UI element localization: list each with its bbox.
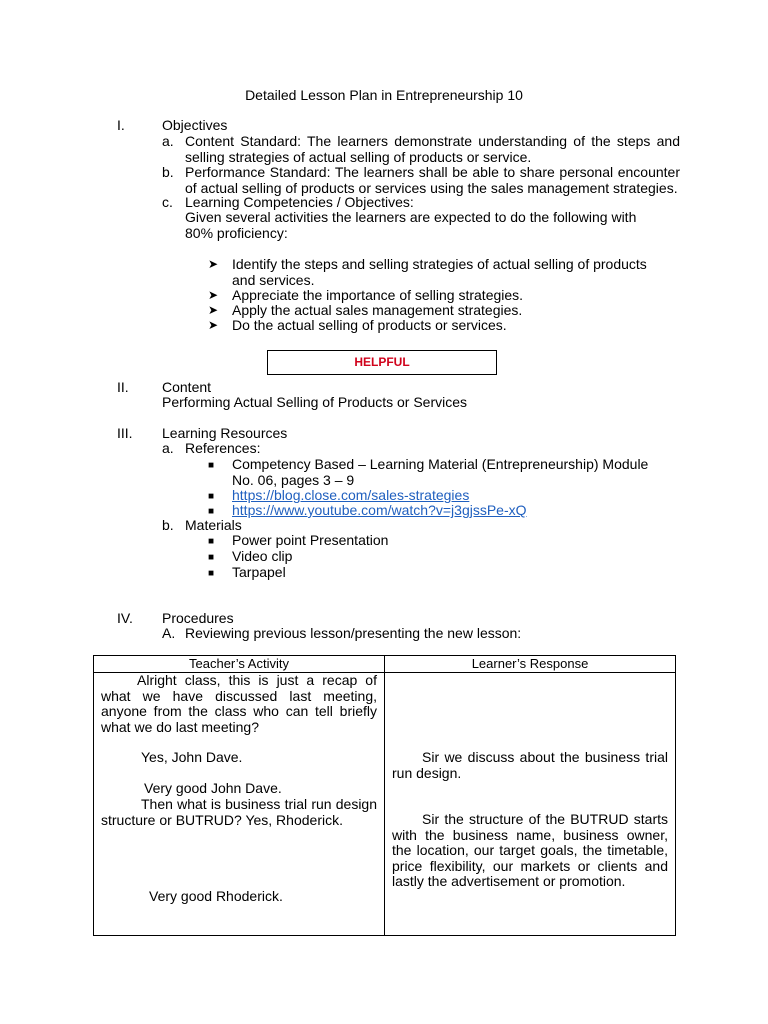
objective-c-text: Given several activities the learners are expected to do the following with 80% proficiency: (185, 209, 637, 241)
material-item: Tarpapel (232, 564, 286, 580)
section-numeral-objectives: I. (117, 117, 125, 133)
procedures-a-text: Reviewing previous lesson/presenting the new lesson: (185, 625, 522, 641)
square-bullet-icon: ■ (208, 536, 215, 547)
column-header-learner: Learner’s Response (385, 656, 676, 673)
square-bullet-icon: ■ (208, 491, 215, 502)
teacher-line: Very good John Dave. (144, 780, 282, 796)
material-item: Video clip (232, 548, 293, 564)
square-bullet-icon: ■ (208, 568, 215, 579)
objective-bullet: Appreciate the importance of selling strategies. (232, 287, 524, 303)
section-numeral-content: II. (117, 379, 129, 395)
objective-c-label: c. (162, 194, 173, 210)
objective-bullet: Do the actual selling of products or services. (232, 317, 507, 333)
material-item: Power point Presentation (232, 532, 389, 548)
section-numeral-resources: III. (117, 425, 133, 441)
objective-bullet: Apply the actual sales management strategies. (232, 302, 523, 318)
procedures-table (93, 655, 676, 936)
square-bullet-icon: ■ (208, 506, 215, 517)
teacher-line: Very good Rhoderick. (149, 888, 283, 904)
square-bullet-icon: ■ (208, 552, 215, 563)
objective-a-text: Content Standard: The learners demonstrate understanding of the steps and selling strategies of actual selling of products or service. (185, 133, 680, 165)
resources-b-text: Materials (185, 517, 242, 533)
arrow-bullet-icon: ➤ (208, 288, 219, 302)
objective-b-text: Performance Standard: The learners shall be able to share personal encounter of actual selling of products or services using the sales management strategies. (185, 164, 680, 196)
section-heading-resources: Learning Resources (162, 425, 288, 441)
document-title: Detailed Lesson Plan in Entrepreneurship 10 (245, 87, 523, 103)
teacher-line: Then what is business trial run design structure or BUTRUD? Yes, Rhoderick. (101, 796, 377, 828)
learner-response-cell (385, 673, 676, 936)
arrow-bullet-icon: ➤ (208, 318, 219, 332)
resources-b-label: b. (162, 517, 174, 533)
arrow-bullet-icon: ➤ (208, 303, 219, 317)
teacher-activity-cell (94, 673, 385, 936)
section-heading-procedures: Procedures (162, 610, 234, 626)
section-numeral-procedures: IV. (117, 610, 133, 626)
reference-item: Competency Based – Learning Material (Entrepreneurship) Module No. 06, pages 3 – 9 (232, 456, 649, 488)
resources-a-text: References: (185, 440, 261, 456)
section-heading-content: Content (162, 379, 212, 395)
objective-a-label: a. (162, 133, 174, 149)
reference-link[interactable]: https://blog.close.com/sales-strategies (232, 487, 470, 503)
teacher-line: Yes, John Dave. (141, 749, 243, 765)
helpful-label-box: HELPFUL (267, 350, 497, 375)
objective-c-heading: Learning Competencies / Objectives: (185, 194, 414, 210)
resources-a-label: a. (162, 440, 174, 456)
objective-b-label: b. (162, 164, 174, 180)
objective-bullet: Identify the steps and selling strategies of actual selling of products and services. (232, 256, 647, 288)
teacher-line: Alright class, this is just a recap of what we have discussed last meeting, anyone from the class who can tell briefly what we do last meeting? (101, 672, 377, 735)
content-text: Performing Actual Selling of Products or Services (162, 394, 468, 410)
reference-link[interactable]: https://www.youtube.com/watch?v=j3gjssPe-xQ (232, 502, 527, 518)
learner-line: Sir the structure of the BUTRUD starts with the business name, business owner, the location, our target goals, the timetable, price flexibility, our markets or clients and lastly the advertisement or promotion. (392, 811, 668, 889)
arrow-bullet-icon: ➤ (208, 257, 219, 271)
learner-line: Sir we discuss about the business trial run design. (392, 749, 668, 781)
procedures-a-label: A. (162, 625, 176, 641)
column-header-teacher: Teacher’s Activity (94, 656, 385, 673)
square-bullet-icon: ■ (208, 460, 215, 471)
section-heading-objectives: Objectives (162, 117, 228, 133)
